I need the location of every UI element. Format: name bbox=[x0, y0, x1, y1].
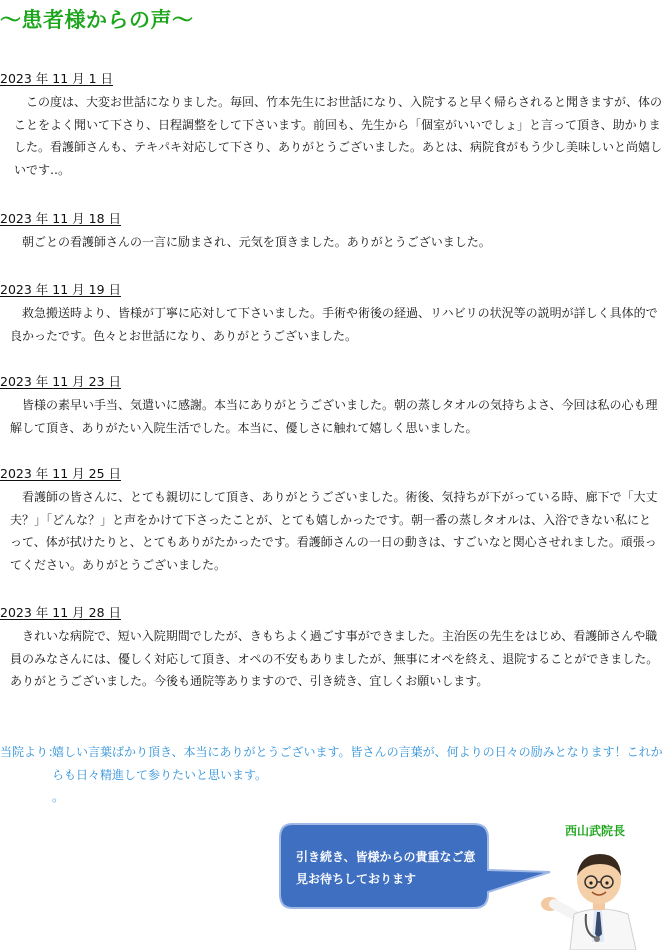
entry-text: 看護師の皆さんに、とても親切にして頂き、ありがとうございました。術後、気持ちが下がっている時、廊下で「大丈夫？」「どんな？」と声をかけて下さったことが、とても嬉しかったです。朝一番の蒸しタオルは、入浴できない私にとって、体が拭けたりと、とてもありがたかったです。看護師さんの一日の動きは、すごいなと関心させれました。頑張ってください。ありがとうございました。 bbox=[10, 490, 658, 572]
voice-entry bbox=[0, 606, 672, 693]
voice-entry bbox=[0, 72, 672, 181]
entry-text: 朝ごとの看護師さんの一言に励まされ、元気を頂きました。ありがとうございました。 bbox=[10, 235, 491, 249]
voice-entry bbox=[0, 375, 672, 439]
reply-trailing: 。 bbox=[52, 790, 65, 804]
voice-entry bbox=[0, 212, 672, 254]
entry-date: 2023 年 11 月 18 日 bbox=[0, 211, 121, 226]
entry-text: 皆様の素早い手当、気遣いに感謝。本当にありがとうございました。朝の蒸しタオルの気持ちよさ、今回は私の心も理解して頂き、ありがたい入院生活でした。本当に、優しさに触れて嬉しく思いました。 bbox=[10, 398, 658, 435]
entry-text: 救急搬送時より、皆様が丁寧に応対して下さいました。手術や術後の経過、リハビリの状況等の説明が詳しく具体的で良かったです。色々とお世話になり、ありがとうございました。 bbox=[10, 306, 658, 343]
director-name: 西山武院長 bbox=[565, 824, 626, 838]
reply-label: 当院より： bbox=[0, 745, 61, 759]
page-title: 〜患者様からの声〜 bbox=[0, 8, 194, 32]
hospital-reply bbox=[0, 741, 670, 804]
voice-entry bbox=[0, 467, 672, 576]
entry-date: 2023 年 11 月 28 日 bbox=[0, 605, 121, 620]
entry-date: 2023 年 11 月 23 日 bbox=[0, 374, 121, 389]
entry-date: 2023 年 11 月 25 日 bbox=[0, 466, 121, 481]
entry-text: きれいな病院で、短い入院期間でしたが、きもちよく過ごす事ができました。主治医の先生をはじめ、看護師さんや職員のみなさんには、優しく対応して頂き、オペの不安もありましたが、無事にオペを終え、退院することができました。ありがとうございました。今後も通院等ありますので、引き続き、宜しくお願いします。 bbox=[10, 629, 659, 688]
entry-date: 2023 年 11 月 1 日 bbox=[0, 71, 114, 86]
voice-entry bbox=[0, 283, 672, 347]
bubble-text: 引き続き、皆様からの貴重なご意見お待ちしております bbox=[296, 850, 476, 886]
entry-text: この度は、大変お世話になりました。毎回、竹本先生にお世話になり、入院すると早く帰らされると聞きますが、体のことをよく聞いて下さり、日程調整をして下さいます。前回も、先生から「個室がいいでしょ」と言って頂き、助かりました。看護師さんも、テキパキ対応して下さり、ありがとうございました。あとは、病院食がもう少し美味しいと尚嬉しいです‥。 bbox=[14, 95, 663, 177]
doctor-illustration bbox=[540, 842, 650, 950]
reply-text: 嬉しい言葉ばかり頂き、本当にありがとうございます。皆さんの言葉が、何よりの日々の励みとなります！これからも日々精進して参りたいと思います。 bbox=[52, 745, 663, 782]
entry-date: 2023 年 11 月 19 日 bbox=[0, 282, 121, 297]
